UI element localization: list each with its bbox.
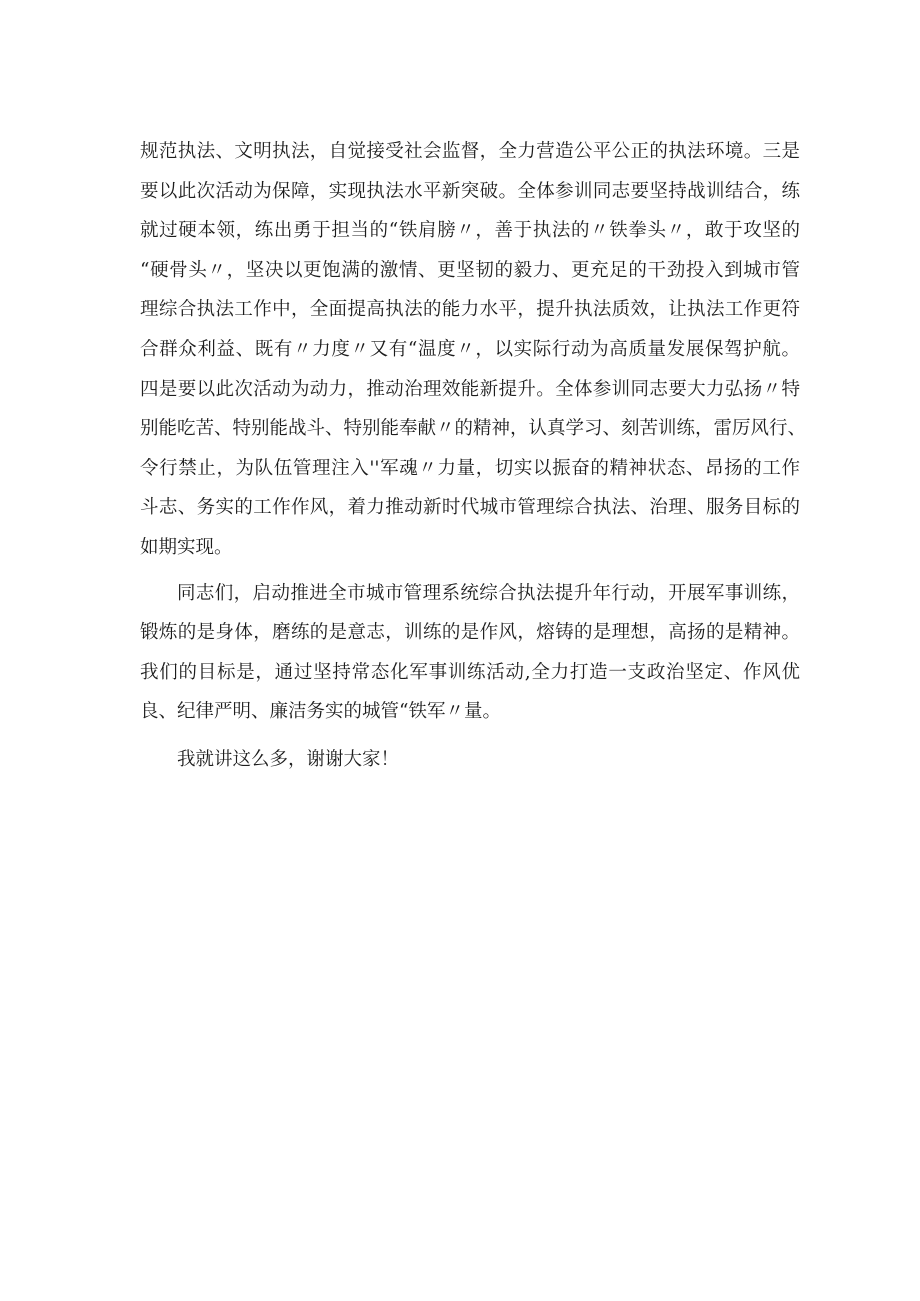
text-line: 良、纪律严明、廉洁务实的城管“铁军〃量。 xyxy=(140,701,501,723)
text-line: 理综合执法工作中，全面提高执法的能力水平，提升执法质效，让执法工作更符 xyxy=(140,299,800,321)
document-body xyxy=(140,132,807,780)
text-line: 同志们，启动推进全市城市管理系统综合执法提升年行动，开展军事训练， xyxy=(177,582,800,604)
text-line: 四是要以此次活动为动力，推动治理效能新提升。全体参训同志要大力弘扬〃特 xyxy=(140,378,800,400)
text-line: 令行禁止，为队伍管理注入''军魂〃力量，切实以振奋的精神状态、昂扬的工作 xyxy=(140,457,800,479)
text-line: 合群众利益、既有〃力度〃又有“温度〃，以实际行动为高质量发展保驾护航。 xyxy=(140,338,800,360)
paragraph-1 xyxy=(140,132,807,568)
text-line: 别能吃苦、特别能战斗、特别能奉献〃的精神，认真学习、刻苦训练，雷厉风行、 xyxy=(140,418,807,440)
closing-line: 我就讲这么多，谢谢大家！ xyxy=(177,748,400,770)
text-line: 我们的目标是，通过坚持常态化军事训练活动,全力打造一支政治坚定、作风优 xyxy=(140,661,800,683)
text-line: 如期实现。 xyxy=(140,536,233,558)
paragraph-2 xyxy=(140,574,800,732)
text-line: 要以此次活动为保障，实现执法水平新突破。全体参训同志要坚持战训结合，练 xyxy=(140,180,800,202)
text-line: 斗志、务实的工作作风，着力推动新时代城市管理综合执法、治理、服务目标的 xyxy=(140,497,800,519)
paragraph-3 xyxy=(140,740,800,780)
text-line: “硬骨头〃，坚决以更饱满的激情、更坚韧的毅力、更充足的干劲投入到城市管 xyxy=(140,259,800,281)
text-line: 规范执法、文明执法，自觉接受社会监督，全力营造公平公正的执法环境。三是 xyxy=(140,141,800,162)
paragraph-spacer xyxy=(140,732,800,740)
text-line: 就过硬本领，练出勇于担当的“铁肩膀〃，善于执法的〃铁拳头〃，敢于攻坚的 xyxy=(140,220,800,242)
text-line: 锻炼的是身体，磨练的是意志，训练的是作风，熔铸的是理想，高扬的是精神。 xyxy=(140,622,800,644)
